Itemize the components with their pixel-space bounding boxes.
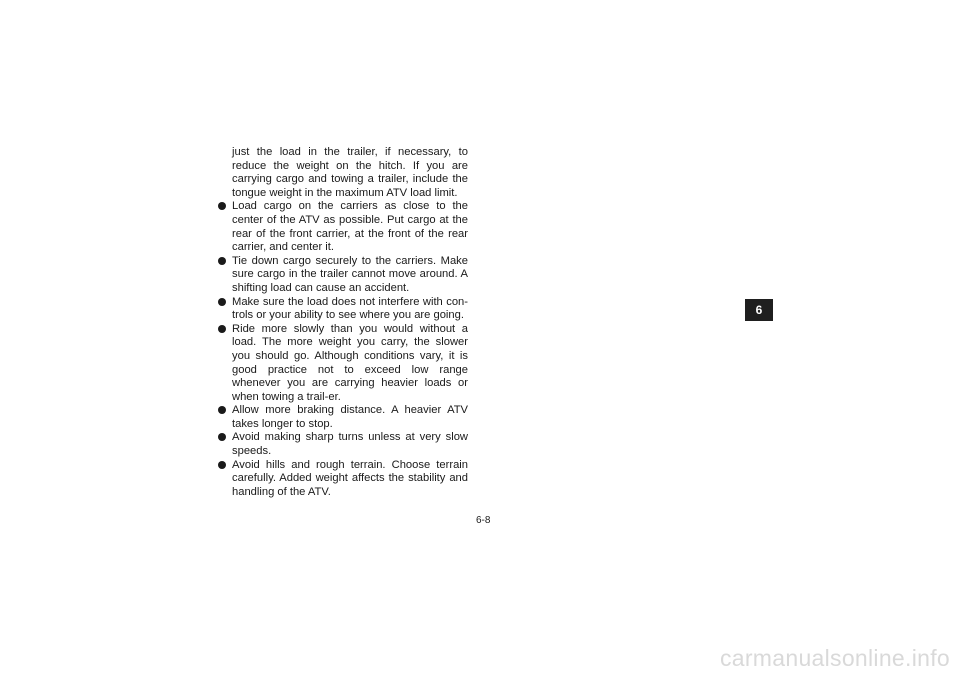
bullet-icon bbox=[218, 461, 226, 469]
watermark: carmanualsonline.info bbox=[719, 645, 950, 671]
content-column bbox=[218, 146, 468, 499]
bullet-icon bbox=[218, 406, 226, 414]
list-item-text: Allow more braking distance. A heavier ATV takes longer to stop. bbox=[232, 404, 468, 430]
bullet-list bbox=[218, 200, 468, 499]
page-number: 6-8 bbox=[476, 515, 491, 526]
bullet-icon bbox=[218, 325, 226, 333]
list-item-text: Load cargo on the carriers as close to the center of the ATV as possible. Put cargo at the rear of the front carrier, at the front of the rear carrier, and center it. bbox=[232, 200, 468, 254]
list-item-text: Ride more slowly than you would without a load. The more weight you carry, the slower you should go. Although conditions vary, it is good practice not to exceed low range whenever you are carrying heavier loads or when towing a trail-er. bbox=[232, 322, 468, 403]
list-item bbox=[218, 431, 468, 458]
bullet-icon bbox=[218, 257, 226, 265]
list-item bbox=[218, 404, 468, 431]
list-item bbox=[218, 255, 468, 296]
list-item bbox=[218, 296, 468, 323]
list-item bbox=[218, 323, 468, 405]
intro-paragraph: just the load in the trailer, if necessary, to reduce the weight on the hitch. If you are carrying cargo and towing a trailer, include the tongue weight in the maximum ATV load limit. bbox=[232, 146, 468, 199]
list-item bbox=[218, 200, 468, 254]
chapter-tab: 6 bbox=[745, 299, 773, 321]
list-item-text: Avoid hills and rough terrain. Choose terrain carefully. Added weight affects the stability and handling of the ATV. bbox=[232, 458, 468, 498]
list-item bbox=[218, 459, 468, 500]
bullet-icon bbox=[218, 298, 226, 306]
bullet-icon bbox=[218, 433, 226, 441]
list-item-text: Tie down cargo securely to the carriers. Make sure cargo in the trailer cannot move around. A shifting load can cause an accident. bbox=[232, 254, 468, 294]
bullet-icon bbox=[218, 202, 226, 210]
list-item-text: Make sure the load does not interfere with con-trols or your ability to see where you are going. bbox=[232, 295, 468, 322]
list-item-text: Avoid making sharp turns unless at very slow speeds. bbox=[232, 431, 468, 458]
